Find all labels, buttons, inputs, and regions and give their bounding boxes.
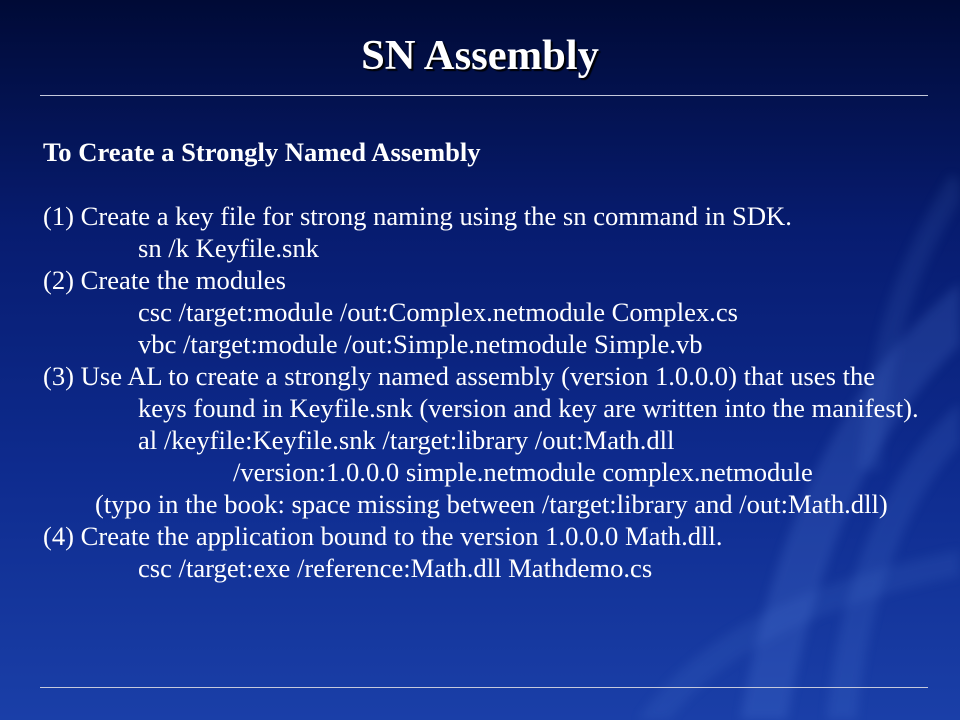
title-divider xyxy=(40,95,928,96)
section-heading: To Create a Strongly Named Assembly xyxy=(43,137,481,167)
step-3-command-continued: /version:1.0.0.0 simple.netmodule complex.netmodule xyxy=(233,457,813,487)
slide-body xyxy=(0,136,960,584)
background-swirl-band xyxy=(640,560,960,720)
step-1-command: sn /k Keyfile.snk xyxy=(138,233,319,263)
step-3-text-continued: keys found in Keyfile.snk (version and key are written into the manifest). xyxy=(138,393,919,423)
step-3-text: (3) Use AL to create a strongly named assembly (version 1.0.0.0) that uses the xyxy=(43,361,876,391)
step-3-typo-note: (typo in the book: space missing between /target:library and /out:Math.dll) xyxy=(95,489,888,519)
step-4-text: (4) Create the application bound to the version 1.0.0.0 Math.dll. xyxy=(43,521,723,551)
step-2-command-csc: csc /target:module /out:Complex.netmodule Complex.cs xyxy=(138,297,738,327)
step-2-command-vbc: vbc /target:module /out:Simple.netmodule Simple.vb xyxy=(138,329,703,359)
step-1-text: (1) Create a key file for strong naming using the sn command in SDK. xyxy=(43,201,792,231)
blank-line xyxy=(0,168,960,200)
footer-divider xyxy=(40,687,928,688)
step-3-command-al: al /keyfile:Keyfile.snk /target:library /out:Math.dll xyxy=(138,425,675,455)
step-4-command: csc /target:exe /reference:Math.dll Mathdemo.cs xyxy=(138,553,653,583)
step-2-text: (2) Create the modules xyxy=(43,265,286,295)
slide-title: SN Assembly xyxy=(361,32,599,79)
